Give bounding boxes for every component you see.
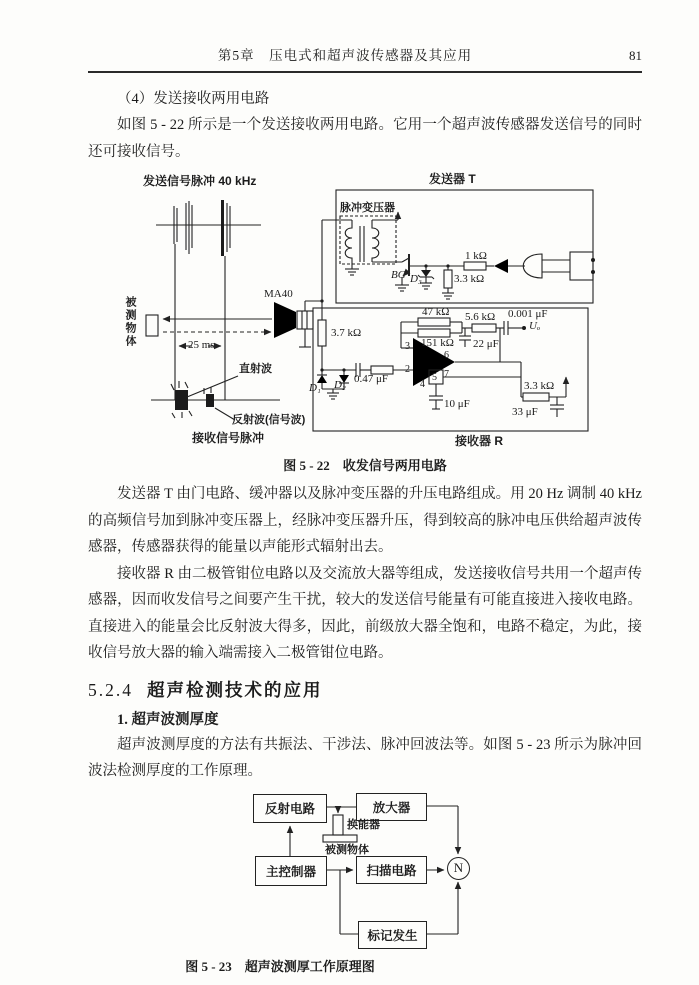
cap-33uf-label: 33 μF: [512, 406, 538, 418]
time-gap-label: 25 ms: [188, 339, 215, 351]
cap-0p47-label: 0.47 μF: [354, 373, 389, 385]
cap-22uf-label: 22 μF: [473, 338, 499, 350]
opamp-pin-4: 4: [420, 379, 425, 390]
resistor-1k-label: 1 kΩ: [465, 250, 487, 262]
measured-object-label: 被测物体: [124, 296, 136, 348]
rx-pulse-title: 接收信号脉冲: [192, 431, 265, 445]
meter-circle: N: [447, 857, 470, 880]
figure-5-23: [88, 791, 642, 951]
opamp-pin-6: 6: [444, 350, 449, 361]
reflected-wave-label: 反射波(信号波): [232, 414, 306, 426]
figure-5-23-caption: 图 5 - 23 超声波测厚工作原理图: [185, 958, 375, 974]
intro-paragraph: 如图 5 - 22 所示是一个发送接收两用电路。它用一个超声波传感器发送信号的同时还可接收信号。: [88, 117, 642, 160]
block-amplifier: 放大器: [356, 793, 427, 821]
figure-5-22-caption: 图 5 - 22 收发信号两用电路: [283, 458, 447, 473]
diode-d1-label: D₁: [309, 382, 321, 394]
receiver-title: 接收器 R: [455, 434, 504, 448]
section-heading: [88, 678, 642, 702]
block-main-controller: 主控制器: [255, 856, 327, 886]
thickness-paragraph: 超声波测厚度的方法有共振法、干涉法、脉冲回波法等。如图 5 - 23 所示为脉冲回波法检测厚度的工作原理。: [88, 736, 642, 779]
diode-d2-label: D₂: [334, 379, 346, 391]
tx-pulse-title: 发送信号脉冲 40 kHz: [143, 174, 257, 188]
receiver-paragraph: 接收器 R 由二极管钳位电路以及交流放大器等组成，发送接收信号共用一个超声传感器，因而收发信号之间要产生干扰，较大的发送信号能量有可能直接进入接收电路。直接进入的能量会比反射波大得多，因此，前级放大器全饱和，电路不稳定，为此，接收信号放大器的输入端需接入二极管钳位电路。: [88, 565, 642, 661]
opamp-pin-3: 3: [405, 341, 410, 352]
cap-10uf-label: 10 μF: [444, 398, 470, 410]
opamp-pin-2: 2: [405, 364, 410, 375]
direct-wave-label: 直射波: [239, 363, 272, 375]
item4-heading: （4）发送接收两用电路: [117, 91, 270, 107]
page-content: [88, 0, 642, 977]
resistor-3p3k-rx-label: 3.3 kΩ: [524, 380, 555, 392]
subsection-heading: 1. 超声波测厚度: [117, 711, 219, 728]
section-title: 超声检测技术的应用: [147, 679, 323, 700]
transducer-label: 换能器: [347, 818, 380, 831]
resistor-151k-label: 151 kΩ: [421, 337, 454, 349]
transmitter-paragraph: 发送器 T 由门电路、缓冲器以及脉冲变压器的升压电路组成。用 20 Hz 调制 40 kHz 的高频信号加到脉冲变压器上，经脉冲变压器升压，得到较高的脉冲电压供给超声波传感器，传感器获得的能量以声能形式辐射出去。: [88, 486, 642, 555]
resistor-47k-label: 47 kΩ: [422, 306, 450, 318]
cap-0p001-label: 0.001 μF: [508, 308, 548, 320]
figure-5-22: [88, 170, 648, 454]
resistor-3p7k-label: 3.7 kΩ: [331, 327, 362, 339]
object-label: 被测物体: [325, 843, 369, 856]
output-voltage-label: Uₒ: [529, 320, 541, 332]
block-reflect-circuit: 反射电路: [253, 794, 327, 823]
transmitter-title: 发送器 T: [429, 172, 476, 186]
opamp-pin-7: 7: [444, 369, 449, 380]
opamp-pin-5: 5: [432, 372, 437, 383]
page-header: [88, 44, 642, 73]
resistor-3p3k-tx-label: 3.3 kΩ: [454, 273, 485, 285]
resistor-5p6k-label: 5.6 kΩ: [465, 311, 496, 323]
pulse-transformer-label: 脉冲变压器: [340, 202, 395, 214]
block-mark-generator: 标记发生: [358, 921, 427, 949]
page-number: 81: [629, 48, 642, 63]
diode-d3-label: D₃: [410, 273, 422, 285]
chapter-title: 第5章 压电式和超声波传感器及其应用: [217, 48, 473, 63]
section-number: 5.2.4: [88, 679, 133, 700]
transducer-model-label: MA40: [264, 288, 293, 300]
block-scan-circuit: 扫描电路: [356, 856, 427, 884]
transistor-label: BG: [391, 269, 406, 281]
